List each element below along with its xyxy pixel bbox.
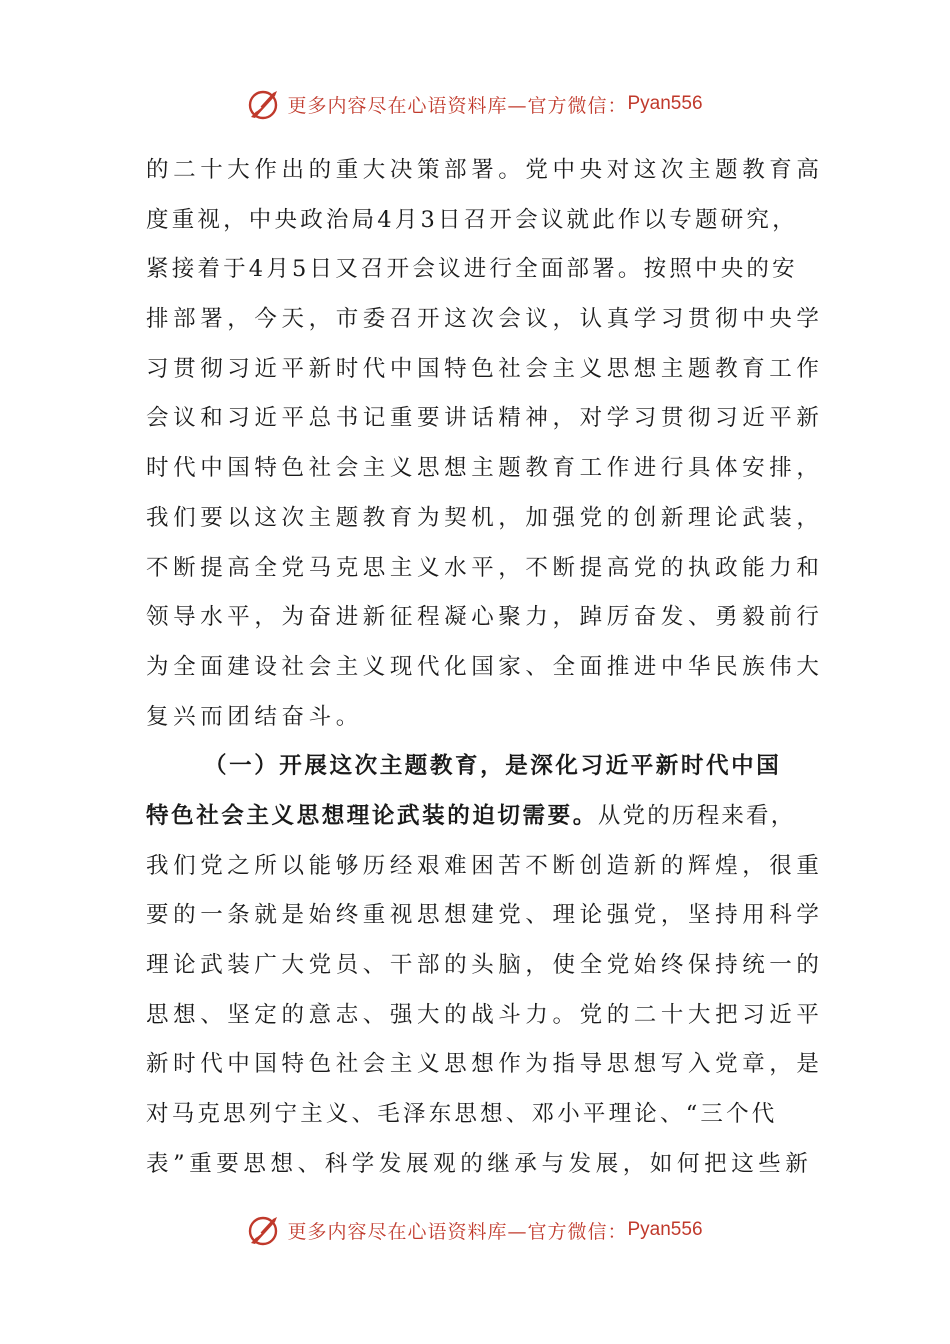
pen-quill-logo-icon xyxy=(247,1213,281,1247)
text-line: 思想、坚定的意志、强大的战斗力。党的二十大把习近平 xyxy=(146,1001,824,1028)
watermark-text: 更多内容尽在心语资料库—官方微信： xyxy=(287,94,628,117)
text-line: 对马克思列宁主义、毛泽东思想、邓小平理论、“三个代 xyxy=(146,1101,778,1128)
text-line: 复兴而团结奋斗。 xyxy=(146,703,363,730)
text-line: 会议和习近平总书记重要讲话精神，对学习贯彻习近平新 xyxy=(146,405,824,432)
text-line: 的二十大作出的重大决策部署。党中央对这次主题教育高 xyxy=(146,157,824,183)
text-line: 度重视，中央政治局4月3日召开会议就此作以专题研究， xyxy=(146,206,798,233)
section-heading-bold: （一）开展这次主题教育，是深化习近平新时代中国 xyxy=(204,753,782,780)
text-line: 领导水平，为奋进新征程凝心聚力，踔厉奋发、勇毅前行 xyxy=(146,604,824,631)
header-watermark xyxy=(0,84,950,124)
text-line: 理论武装广大党员、干部的头脑，使全党始终保持统一的 xyxy=(146,952,824,978)
text-line: 新时代中国特色社会主义思想作为指导思想写入党章，是 xyxy=(146,1051,824,1078)
text-line: 我们党之所以能够历经艰难困苦不断创造新的辉煌，很重 xyxy=(146,852,824,879)
section-heading xyxy=(146,742,808,792)
footer-watermark xyxy=(0,1210,950,1250)
section-heading-continued xyxy=(146,792,808,842)
section-text-start: 从党的历程来看， xyxy=(597,802,796,829)
document-body xyxy=(146,146,824,1189)
watermark-wechat-id: Pyan556 xyxy=(627,93,703,114)
text-line: 习贯彻习近平新时代中国特色社会主义思想主题教育工作 xyxy=(146,355,824,382)
text-line: 时代中国特色社会主义思想主题教育工作进行具体安排， xyxy=(146,455,824,482)
section-heading-bold-2: 特色社会主义思想理论武装的迫切需要。 xyxy=(146,802,598,829)
text-line: 我们要以这次主题教育为契机，加强党的创新理论武装， xyxy=(146,504,824,531)
text-line: 为全面建设社会主义现代化国家、全面推进中华民族伟大 xyxy=(146,653,824,680)
watermark-wechat-id: Pyan556 xyxy=(627,1219,703,1240)
pen-quill-logo-icon xyxy=(247,87,281,121)
text-line: 不断提高全党马克思主义水平，不断提高党的执政能力和 xyxy=(146,554,824,581)
text-line: 表”重要思想、科学发展观的继承与发展，如何把这些新 xyxy=(146,1150,813,1177)
text-line: 要的一条就是始终重视思想建党、理论强党，坚持用科学 xyxy=(146,902,824,929)
text-line: 排部署，今天，市委召开这次会议，认真学习贯彻中央学 xyxy=(146,306,824,333)
watermark-text: 更多内容尽在心语资料库—官方微信： xyxy=(287,1220,628,1243)
text-line: 紧接着于4月5日又召开会议进行全面部署。按照中央的安 xyxy=(146,256,798,283)
